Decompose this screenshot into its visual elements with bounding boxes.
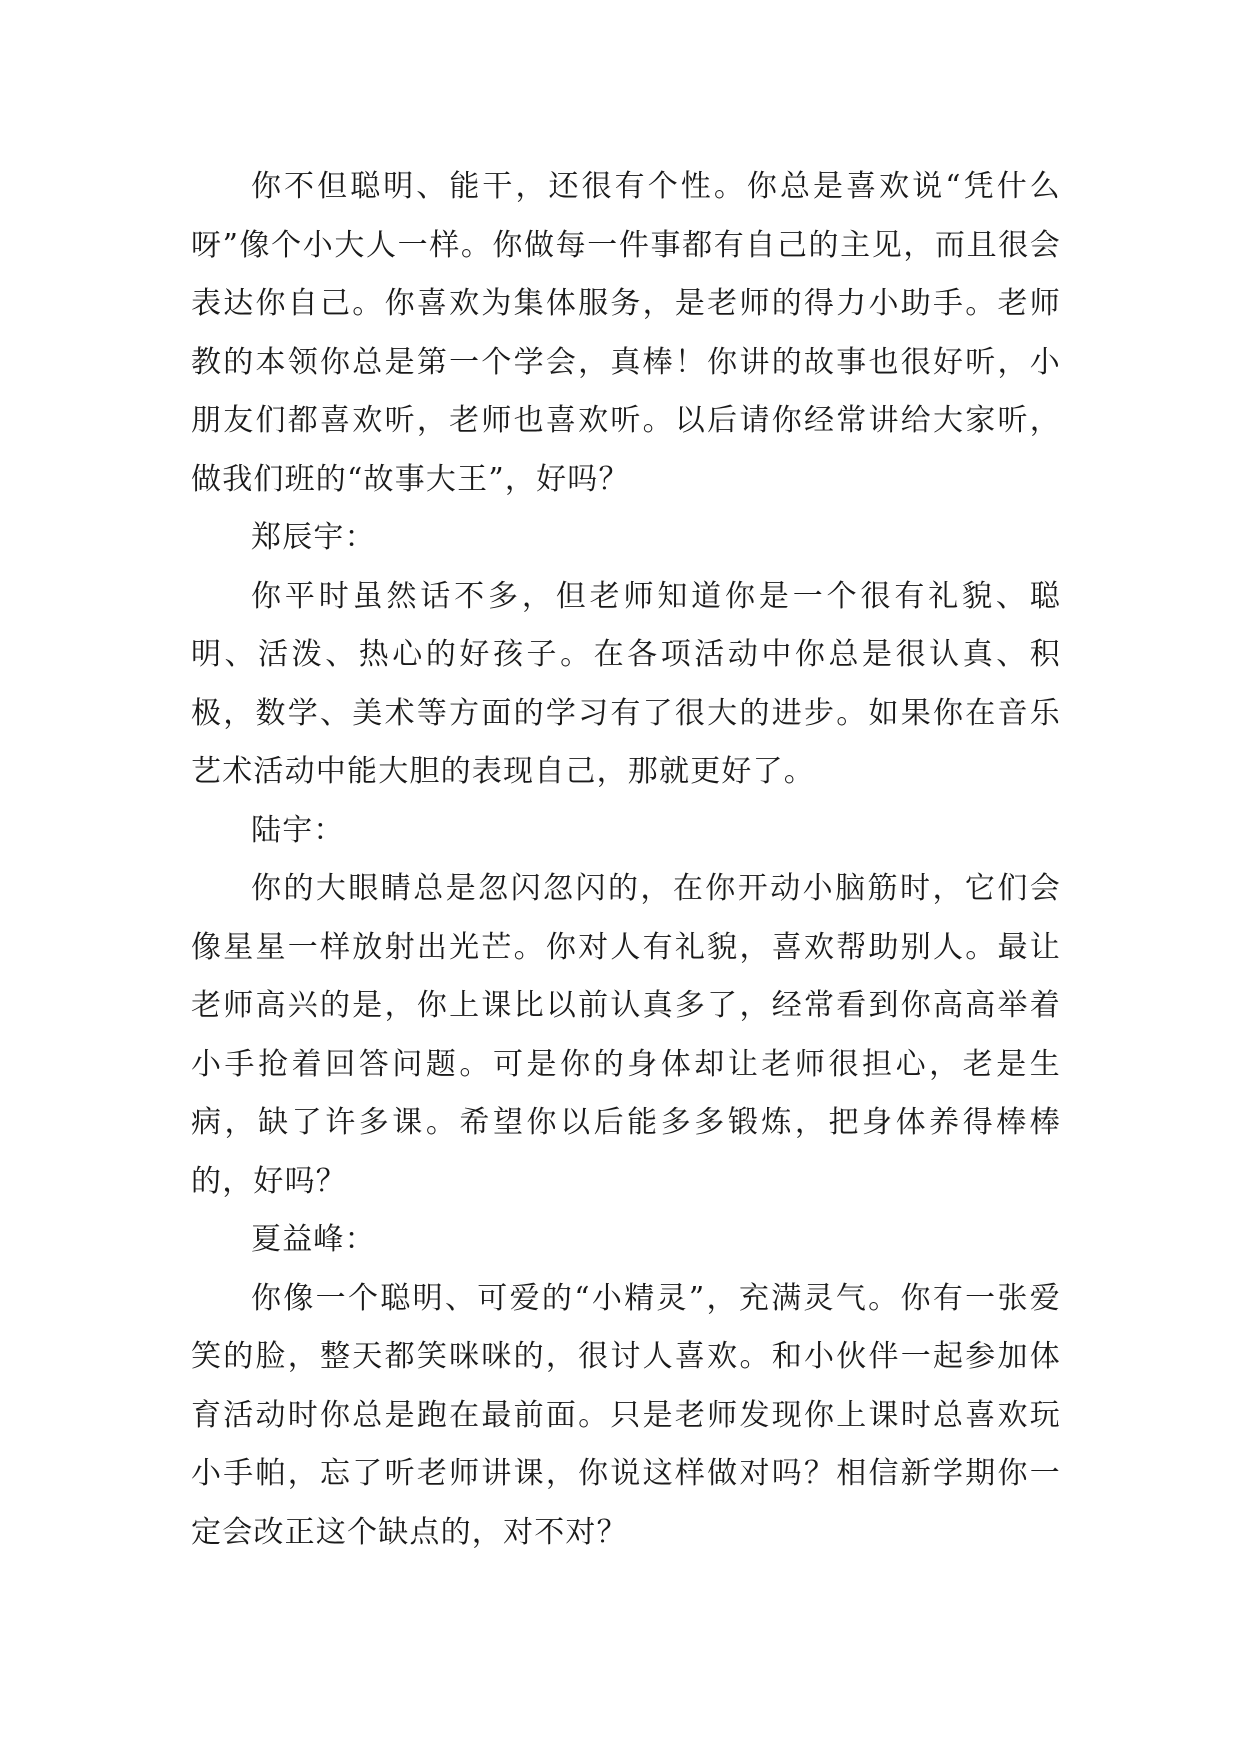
comment-paragraph: 你的大眼睛总是忽闪忽闪的，在你开动小脑筋时，它们会像星星一样放射出光芒。你对人有礼貌，喜欢帮助别人。最让老师高兴的是，你上课比以前认真多了，经常看到你高高举着小手抢着回答问题。可是你的身体却让老师很担心，老是生病，缺了许多课。希望你以后能多多锻炼，把身体养得棒棒的，好吗？	[191, 871, 1061, 1199]
document-page	[191, 158, 1061, 1562]
comment-paragraph: 你不但聪明、能干，还很有个性。你总是喜欢说“凭什么呀”像个小大人一样。你做每一件事都有自己的主见，而且很会表达你自己。你喜欢为集体服务，是老师的得力小助手。老师教的本领你总是第一个学会，真棒！你讲的故事也很好听，小朋友们都喜欢听，老师也喜欢听。以后请你经常讲给大家听，做我们班的“故事大王”，好吗？	[191, 169, 1061, 497]
student-name-heading: 陆宇：	[251, 812, 345, 848]
student-name-heading: 郑辰宇：	[251, 520, 376, 555]
comment-paragraph: 你像一个聪明、可爱的“小精灵”，充满灵气。你有一张爱笑的脸，整天都笑咪咪的，很讨人喜欢。和小伙伴一起参加体育活动时你总是跑在最前面。只是老师发现你上课时总喜欢玩小手帕，忘了听老师讲课，你说这样做对吗？相信新学期你一定会改正这个缺点的，对不对？	[191, 1280, 1061, 1550]
student-name-heading: 夏益峰：	[251, 1222, 376, 1257]
comment-paragraph: 你平时虽然话不多，但老师知道你是一个很有礼貌、聪明、活泼、热心的好孩子。在各项活动中你总是很认真、积极，数学、美术等方面的学习有了很大的进步。如果你在音乐艺术活动中能大胆的表现自己，那就更好了。	[191, 578, 1061, 789]
